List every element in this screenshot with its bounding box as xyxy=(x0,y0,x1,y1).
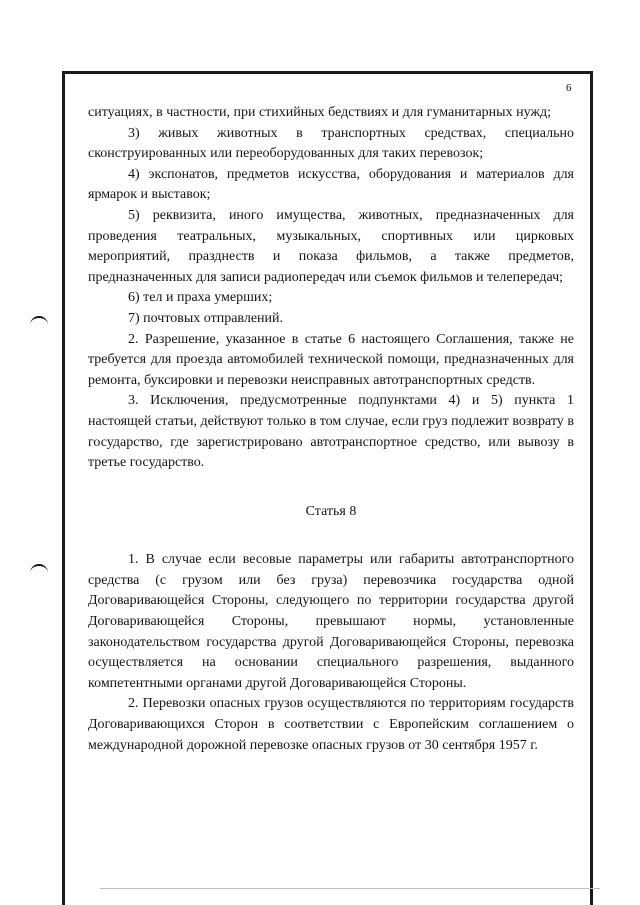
paragraph: 3. Исключения, предусмотренные подпунктами 4) и 5) пункта 1 настоящей статьи, действуют только в том случае, если груз подлежит возврату в государство, где зарегистрировано автотранспортное средство, или вывозу в третье государство. xyxy=(88,393,574,471)
paragraph: 6) тел и праха умерших; xyxy=(128,290,273,306)
punch-hole-mark xyxy=(30,316,48,326)
document-body xyxy=(88,103,574,756)
page-frame-top-border xyxy=(62,71,593,74)
punch-hole-mark xyxy=(30,564,48,574)
article-heading: Статья 8 xyxy=(305,503,357,519)
paragraph: ситуациях, в частности, при стихийных бедствиях и для гуманитарных нужд; xyxy=(88,105,552,120)
page-frame-right-border xyxy=(590,71,593,905)
paragraph: 2. Разрешение, указанное в статье 6 настоящего Соглашения, также не требуется для проезда автомобилей технической помощи, предназначенных для ремонта, буксировки и перевозки неисправных автотранспортных средств. xyxy=(88,331,574,388)
paragraph: 1. В случае если весовые параметры или габариты автотранспортного средства (с грузом или без груза) перевозчика государства одной Договаривающейся Стороны, следующего по территории государства другой Договаривающейся Стороны, превышают нормы, установленные законодательством государства другой Договаривающейся Стороны, перевозка осуществляется на основании специального разрешения, выданного компетентными органами другой Договаривающейся Стороны. xyxy=(88,552,574,691)
paragraph: 7) почтовых отправлений. xyxy=(128,310,284,326)
article-7-continuation xyxy=(88,103,574,474)
paragraph: 2. Перевозки опасных грузов осуществляются по территориям государств Договаривающихся Сторон в соответствии с Европейским соглашением о международной дорожной перевозке опасных грузов от 30 сентября 1957 г. xyxy=(88,696,574,753)
article-8-body xyxy=(88,550,574,756)
page-frame-left-border xyxy=(62,71,65,905)
page-number: 6 xyxy=(566,82,572,94)
paragraph: 5) реквизита, иного имущества, животных, предназначенных для проведения театральных, музыкальных, спортивных или цирковых мероприятий, празднеств и показа фильмов, а также предметов, предназначенных для записи радиопередач или съемок фильмов и телепередач; xyxy=(88,207,574,285)
paragraph: 4) экспонатов, предметов искусства, оборудования и материалов для ярмарок и выставок; xyxy=(88,166,574,203)
scan-bottom-edge xyxy=(100,888,600,889)
paragraph: 3) живых животных в транспортных средствах, специально сконструированных или переоборудованных для таких перевозок; xyxy=(88,125,574,162)
